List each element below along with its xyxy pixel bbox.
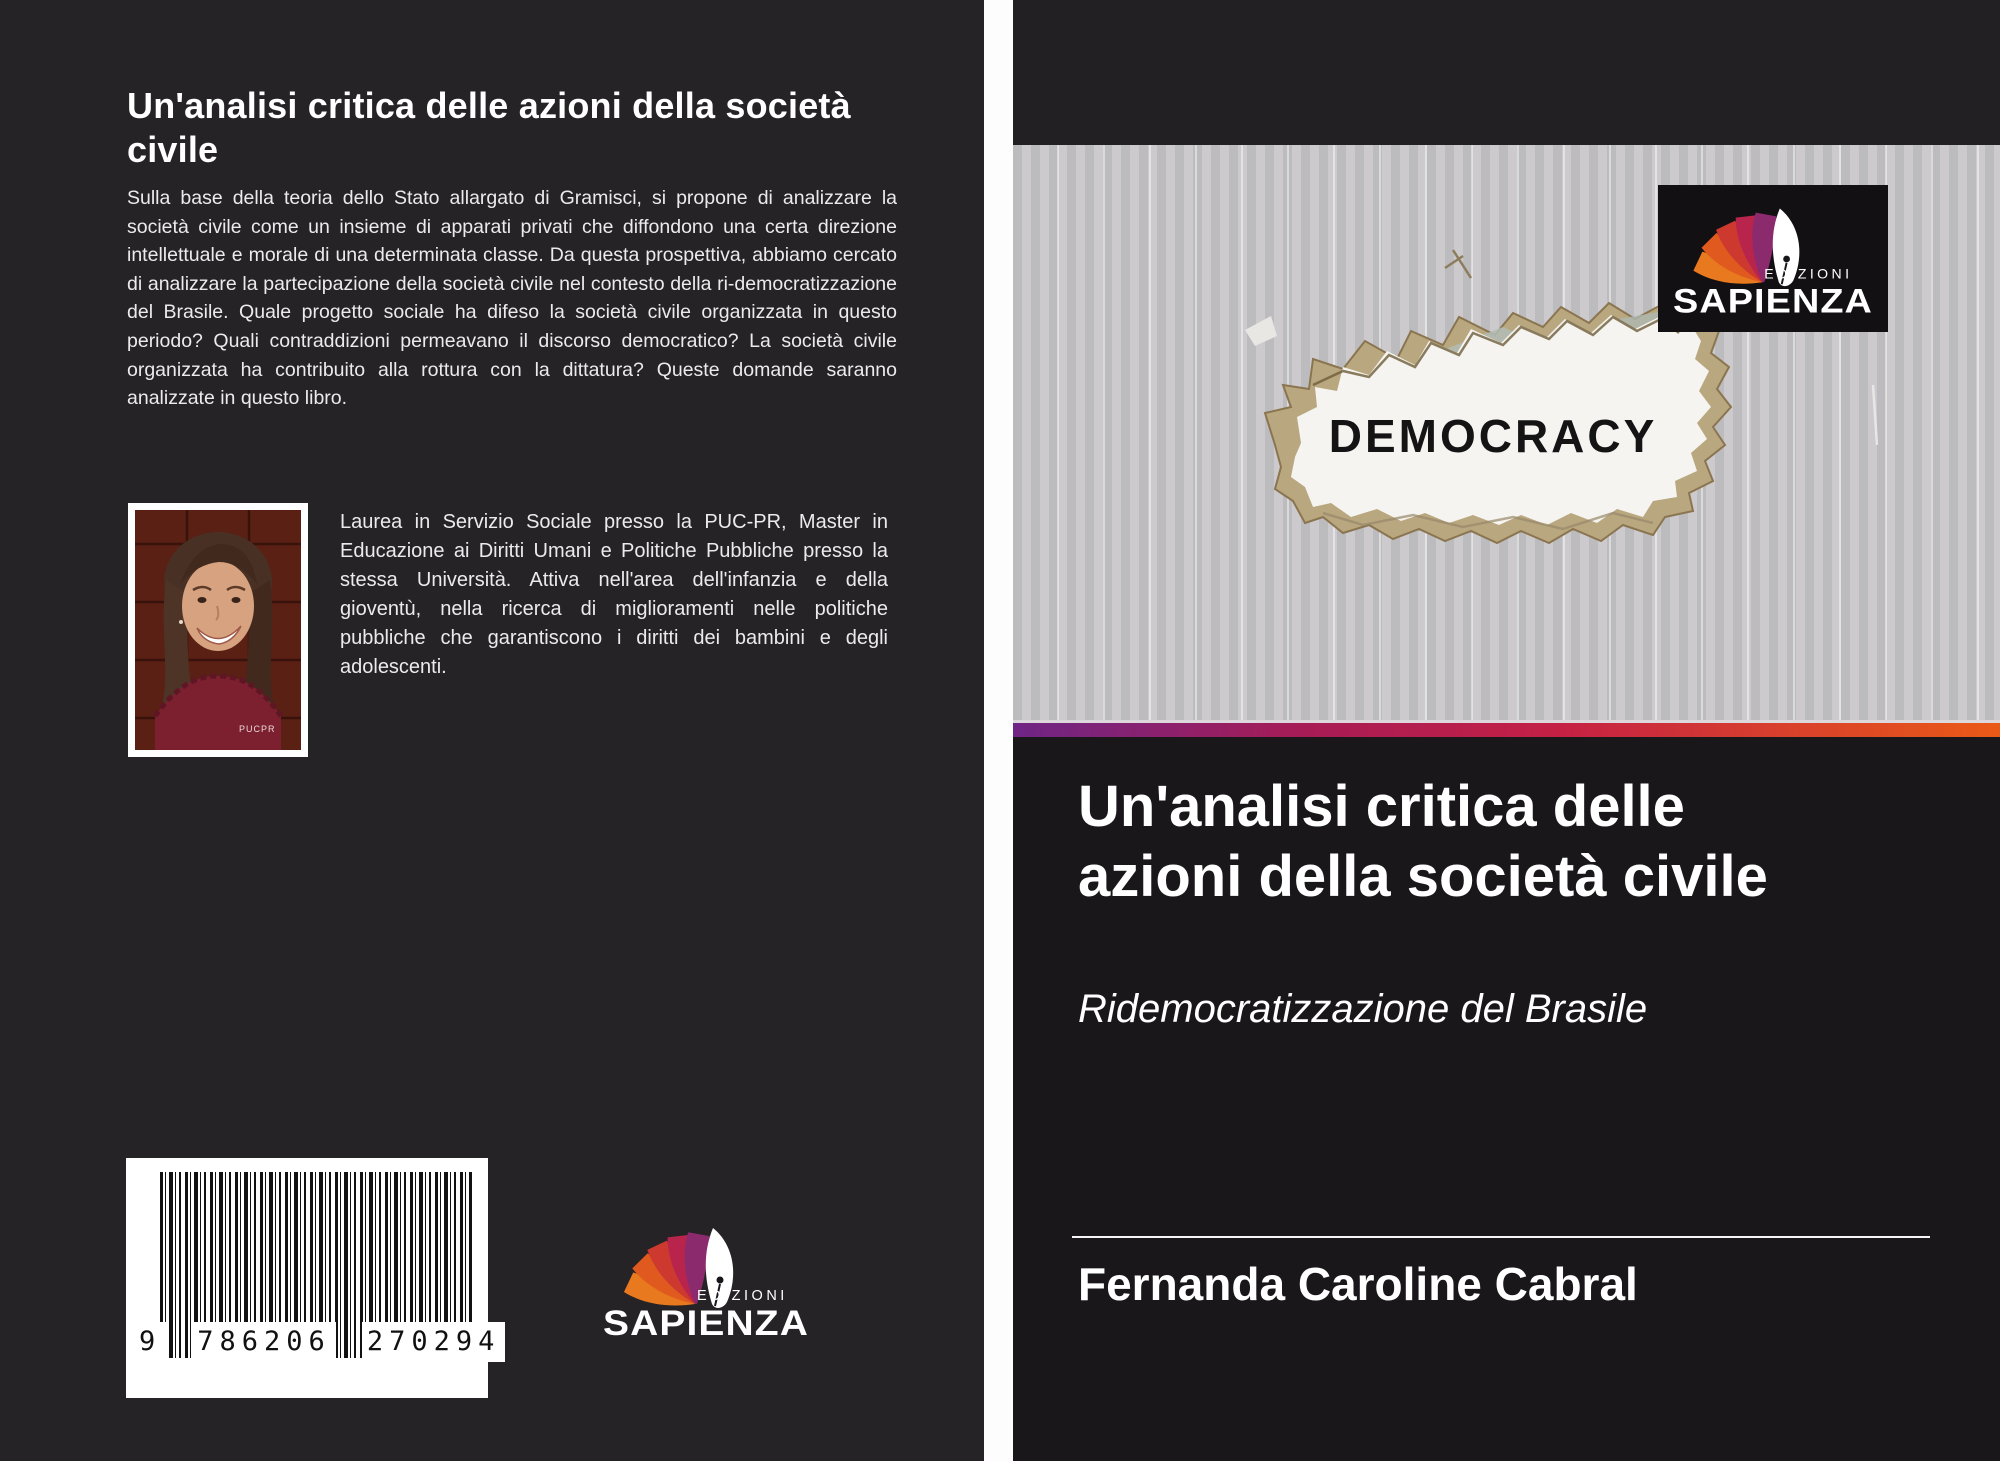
back-cover (0, 0, 984, 1461)
publisher-logo-back (600, 1212, 812, 1347)
photo-badge-text: PUCPR (239, 724, 276, 734)
spine-gap (984, 0, 1013, 1461)
accent-gradient-strip (1013, 723, 2000, 737)
front-author-name: Fernanda Caroline Cabral (1078, 1258, 1638, 1310)
author-photo (128, 503, 308, 757)
cover-photo-torn-paper (1013, 145, 2000, 723)
author-divider-line (1072, 1236, 1930, 1238)
publisher-logo-front (1670, 193, 1876, 324)
front-title: Un'analisi critica delle azioni della società civile (1078, 774, 1768, 909)
author-bio: Laurea in Servizio Sociale presso la PUC-PR, Master in Educazione ai Diritti Umani e Politiche Pubbliche presso la stessa Università. Attiva nell'area dell'infanzia e della gioventù, nella ricerca di miglioramenti nelle politiche pubbliche che garantiscono i diritti dei bambini e degli adolescenti. (340, 511, 888, 678)
author-portrait-illustration (135, 510, 301, 750)
barcode-number (134, 1322, 505, 1362)
barcode-prefix: 9 (134, 1322, 166, 1362)
democracy-word: DEMOCRACY (1328, 410, 1658, 462)
barcode-group1: 786206 (192, 1322, 336, 1362)
barcode-group2: 270294 (362, 1322, 506, 1362)
barcode (126, 1158, 501, 1398)
publisher-logo-box (1658, 185, 1888, 332)
back-title: Un'analisi critica delle azioni della società civile (127, 85, 851, 170)
front-cover (1013, 0, 2000, 1461)
front-subtitle: Ridemocratizzazione del Brasile (1078, 987, 1648, 1031)
back-description: Sulla base della teoria dello Stato allargato di Gramisci, si propone di analizzare la società civile come un insieme di apparati privati che diffondono una certa direzione intellettuale e morale di una determinata classe. Da questa prospettiva, abbiamo cercato di analizzare la partecipazione della società civile nel contesto della ri-democratizzazione del Brasile. Quale progetto sociale ha difeso la società civile organizzata in questo periodo? Quali contraddizioni permeavano il discorso democratico? La società civile organizzata ha contribuito alla rottura con la dittatura? Queste domande saranno analizzate in questo libro. (127, 187, 897, 410)
front-top-band (1013, 0, 2000, 145)
